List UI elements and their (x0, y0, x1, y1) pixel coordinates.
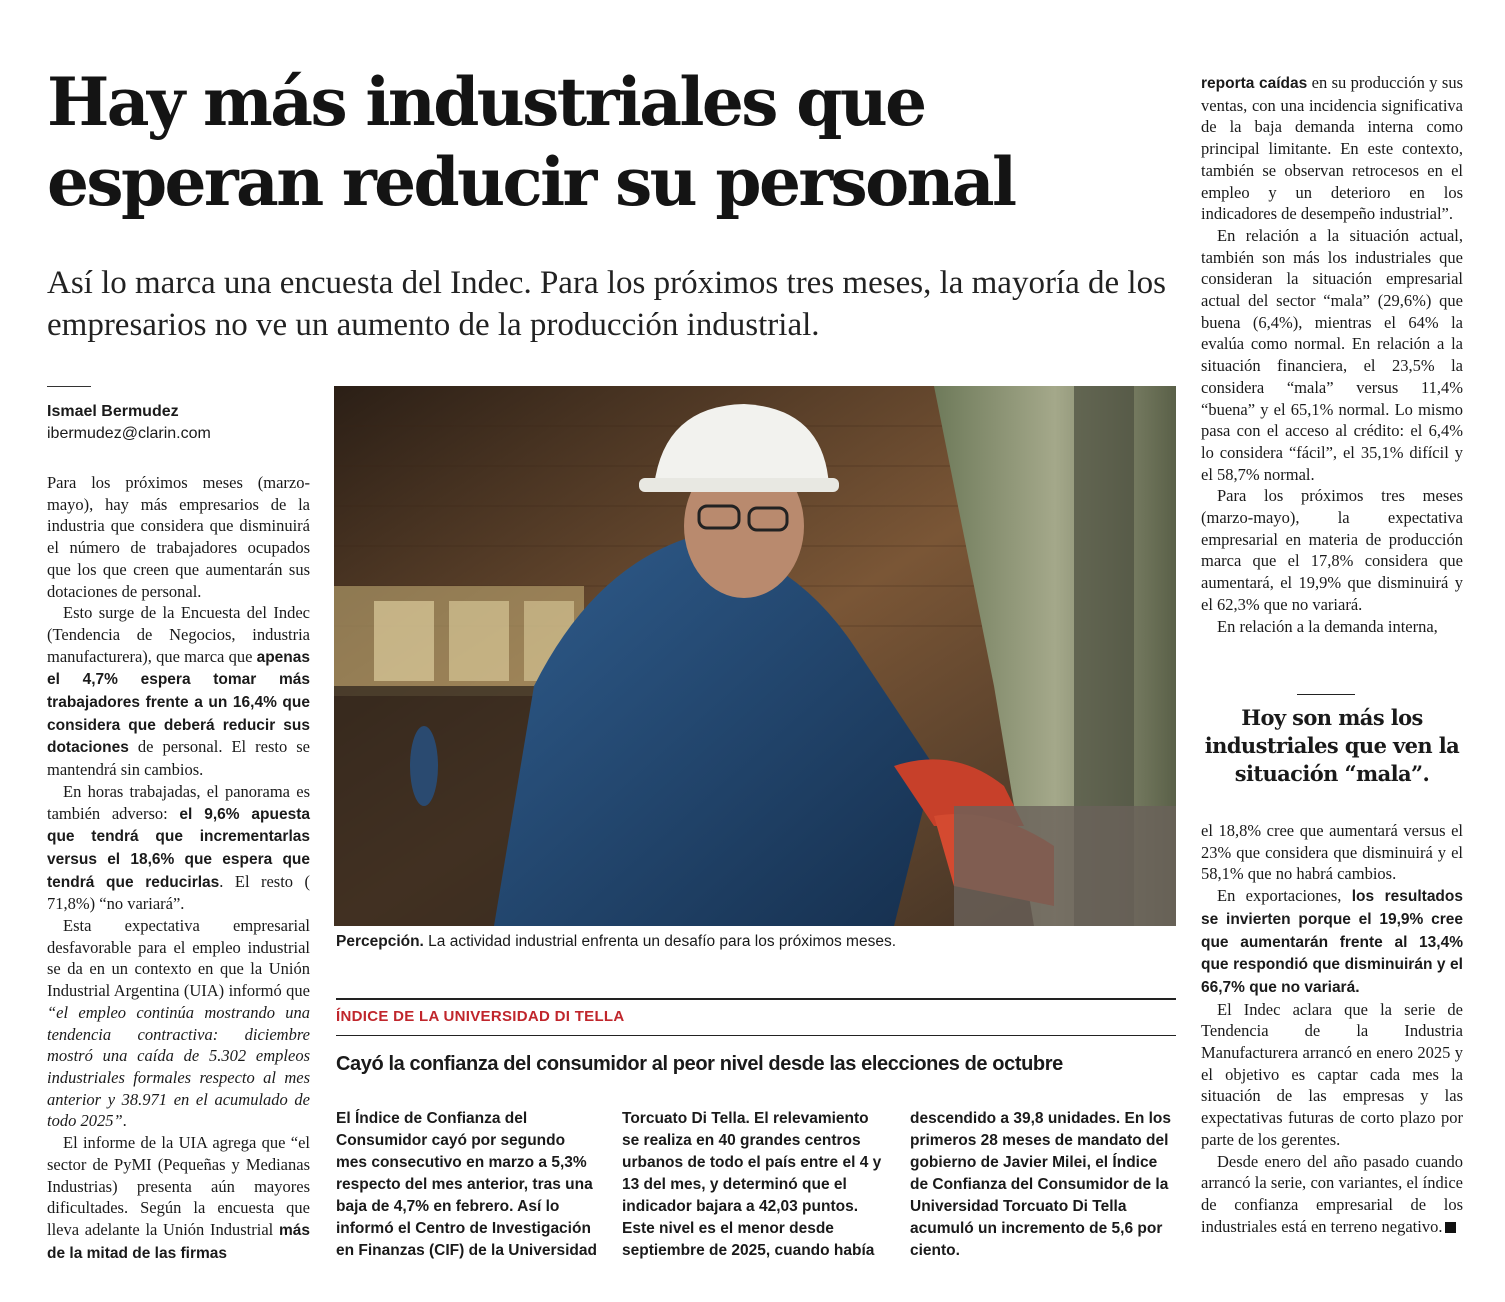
column-3 (1201, 72, 1463, 637)
deck: Así lo marca una encuesta del Indec. Para los próximos tres meses, la mayoría de los empresarios no ve un aumento de la producción industrial. (47, 265, 1166, 343)
headline: Hay más industriales que esperan reducir su personal (47, 63, 1015, 221)
paragraph: En relación a la situación actual, también son más los industriales que consideran la situación empresarial actual del sector “mala” (29,6%) que buena (6,4%), mientras el 64% la evalúa como normal. En relación a la situación financiera, el 23,5% la considera “mala” versus 11,4% “buena” y el 65,1% normal. Lo mismo pasa con el acceso al crédito: el 6,4% lo considera “fácil”, el 35,1% difícil y el 58,7% normal. (1201, 225, 1463, 484)
paragraph: el 18,8% cree que aumentará versus el 23% que considera que disminuirá y el 58,1% que no habrá cambios. (1201, 821, 1463, 884)
sidebar-column-3: descendido a 39,8 unidades. En los primeros 28 meses de mandato del gobierno de Javier Milei, el Índice de Confianza del Consumidor de la Universidad Torcuato Di Tella acumuló un incremento de 5,6 por ciento. (910, 1110, 1171, 1259)
paragraph: En relación a la demanda interna, (1217, 616, 1438, 636)
photo-industrial-worker (334, 386, 1176, 926)
column-1 (47, 472, 310, 1264)
paragraph: En horas trabajadas, el panorama es también adverso: el 9,6% apuesta que tendrá que incrementarlas versus el 18,6% que espera que tendrá que reducirlas. El resto ( 71,8%) “no variará”. (47, 781, 311, 914)
paragraph: Para los próximos meses (marzo-mayo), hay más empresarios de la industria que considera que disminuirá el número de trabajadores ocupados que los que creen que aumentarán sus dotaciones de personal. (47, 473, 310, 601)
paragraph: El informe de la UIA agrega que “el sector de PyMI (Pequeñas y Medianas Industrias) presenta aún mayores dificultades. Según la encuesta que lleva adelante la Unión Industrial más de la mitad de las firmas (47, 1133, 310, 1262)
pullquote-rule (1297, 694, 1355, 695)
end-mark-icon (1445, 1222, 1456, 1233)
author-email[interactable]: ibermudez@clarin.com (47, 425, 211, 442)
sidebar-title: Cayó la confianza del consumidor al peor nivel desde las elecciones de octubre (336, 1053, 1063, 1075)
author-name: Ismael Bermudez (47, 403, 179, 420)
photo-illustration (334, 386, 1176, 926)
sidebar-column-2: Torcuato Di Tella. El relevamiento se realiza en 40 grandes centros urbanos de todo el país entre el 4 y 13 del mes, y determinó que el indicador bajara a 42,03 puntos. Este nivel es el menor desde septiembre de 2025, cuando había (622, 1110, 882, 1259)
paragraph: Esta expectativa empresarial desfavorable para el empleo industrial se da en un contexto en que la Unión Industrial Argentina (UIA) informó que “el empleo continúa mostrando una tendencia contractiva: diciembre mostró una caída de 5.302 empleos industriales formales respecto al mes anterior y 38.971 en el acumulado de todo 2025”. (47, 916, 310, 1131)
sidebar-kicker: ÍNDICE DE LA UNIVERSIDAD DI TELLA (336, 1008, 625, 1025)
paragraph: reporta caídas en su producción y sus ventas, con una incidencia significativa de la baja demanda interna como principal limitante. En este contexto, también se observan retrocesos en el empleo y un deterioro en los indicadores de desempeño industrial”. (1201, 73, 1463, 224)
byline-rule (47, 386, 91, 387)
paragraph: Desde enero del año pasado cuando arrancó la serie, con variantes, el índice de confianza empresarial de los industriales está en terreno negativo. (1201, 1151, 1463, 1236)
column-3-continued (1201, 820, 1463, 1237)
paragraph: Para los próximos tres meses (marzo-mayo), la expectativa empresarial en materia de producción marca que el 17,8% considera que aumentará, el 19,9% que disminuirá y el 62,3% que no variará. (1201, 486, 1463, 614)
paragraph: En exportaciones, los resultados se invierten porque el 19,9% cree que aumentarán frente al 13,4% que respondió que disminuirán y el 66,7% que no variará. (1201, 886, 1463, 996)
sidebar-rule (336, 1035, 1176, 1036)
sidebar-top-rule (336, 998, 1176, 1000)
pullquote: Hoy son más los industriales que ven la situación “mala”. (1204, 705, 1460, 786)
paragraph: El Indec aclara que la serie de Tendencia de la Industria Manufacturera arrancó en enero 2025 y el objetivo es captar cada mes la situación de las empresas y las expectativas futuras de corto plazo por parte de los gerentes. (1201, 999, 1463, 1149)
paragraph: Esto surge de la Encuesta del Indec (Tendencia de Negocios, industria manufacturera), que marca que apenas el 4,7% espera tomar más trabajadores frente a un 16,4% que considera que deberá reducir sus dotaciones de personal. El resto se mantendrá sin cambios. (47, 603, 310, 780)
sidebar-column-1: El Índice de Confianza del Consumidor cayó por segundo mes consecutivo en marzo a 5,3% respecto del mes anterior, tras una baja de 4,7% en febrero. Así lo informó el Centro de Investigación en Finanzas (CIF) de la Universidad (336, 1110, 597, 1259)
photo-caption: Percepción. La actividad industrial enfrenta un desafío para los próximos meses. (336, 933, 897, 950)
